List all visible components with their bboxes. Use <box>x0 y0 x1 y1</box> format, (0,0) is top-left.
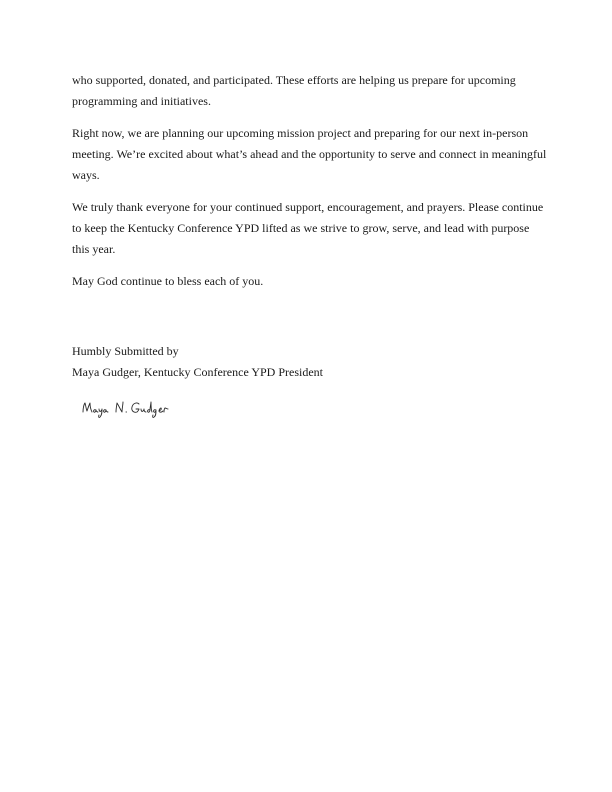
handwritten-signature <box>80 398 190 420</box>
paragraph: who supported, donated, and participated. These efforts are helping us prepare for upcoming programming and initiatives. <box>72 73 516 108</box>
paragraph: Right now, we are planning our upcoming mission project and preparing for our next in-person meeting. We’re excited about what’s ahead and the opportunity to serve and connect in meaningful ways. <box>72 126 547 182</box>
paragraph: May God continue to bless each of you. <box>72 274 264 288</box>
signature-image <box>80 398 190 420</box>
spacer <box>72 303 547 341</box>
paragraph: We truly thank everyone for your continued support, encouragement, and prayers. Please continue to keep the Kentucky Conference YPD lifted as we strive to grow, serve, and lead with purpose this year. <box>72 200 544 256</box>
signatory-name: Maya Gudger, Kentucky Conference YPD President <box>72 365 324 379</box>
letter-body <box>72 70 547 383</box>
closing-text: Humbly Submitted by <box>72 344 179 358</box>
